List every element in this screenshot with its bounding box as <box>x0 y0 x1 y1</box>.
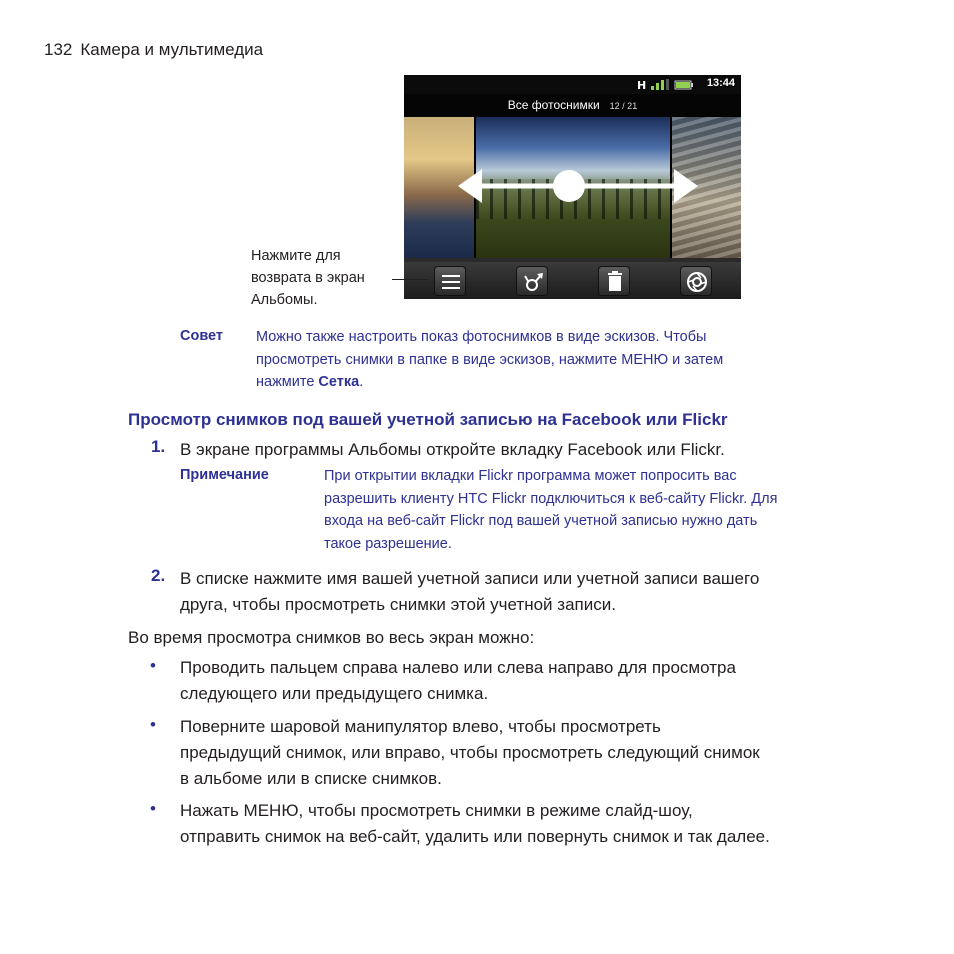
bullet-text: Нажать МЕНЮ, чтобы просмотреть снимки в режиме слайд-шоу, отправить снимок на веб-сайт, удалить или повернуть снимок и так далее. <box>180 801 770 846</box>
bullet-text: Проводить пальцем справа налево или слева направо для просмотра следующего или предыдущего снимка. <box>180 658 736 703</box>
bullet-marker: • <box>150 799 156 818</box>
rotate-button[interactable] <box>680 266 712 296</box>
step-text: В списке нажмите имя вашей учетной записи или учетной записи вашего друга, чтобы просмотреть снимки этой учетной записи. <box>180 569 760 614</box>
share-button[interactable] <box>516 266 548 296</box>
albums-button[interactable] <box>434 266 466 296</box>
grid-term: Сетка <box>318 374 360 390</box>
rotate-icon <box>681 267 713 297</box>
albums-callout: Нажмите для возврата в экран Альбомы. <box>251 248 365 308</box>
status-icons <box>637 78 697 91</box>
chapter-title: Камера и мультимедиа <box>80 40 264 59</box>
bullet-text: Поверните шаровой манипулятор влево, чтобы просмотреть предыдущий снимок, или вправо, чтобы просмотреть следующий снимок в альбоме или в списке снимков. <box>180 717 760 788</box>
status-bar <box>404 75 741 94</box>
delete-button[interactable] <box>598 266 630 296</box>
photo-counter: 12 / 21 <box>609 101 638 111</box>
share-icon <box>517 267 549 297</box>
intro-paragraph: Во время просмотра снимков во весь экран можно: <box>128 628 535 647</box>
step-number: 1. <box>151 437 166 456</box>
photo-toolbar <box>404 262 741 299</box>
phone-screenshot <box>404 75 741 299</box>
trash-icon <box>599 267 631 297</box>
swipe-gesture-icon <box>404 117 741 258</box>
album-title: Все фотоснимки <box>507 98 600 112</box>
step-text: В экране программы Альбомы откройте вкладку Facebook или Flickr. <box>180 440 725 459</box>
bullet-marker: • <box>150 656 156 675</box>
step-number: 2. <box>151 566 166 585</box>
menu-icon <box>435 267 467 297</box>
section-title: Просмотр снимков под вашей учетной записью на Facebook или Flickr <box>128 410 728 429</box>
note-text: При открытии вкладки Flickr программа может попросить вас разрешить клиенту HTC Flickr подключиться к веб-сайту Flickr. Для входа на веб-сайт Flickr под вашей учетной записью нужно дать такое разрешение. <box>324 468 778 552</box>
bullet-marker: • <box>150 715 156 734</box>
page-header <box>44 40 263 60</box>
svg-text:H: H <box>637 79 647 91</box>
tip-label: Совет <box>180 328 224 344</box>
status-time: 13:44 <box>706 77 735 89</box>
callout-leader-line <box>392 279 429 280</box>
page-number: 132 <box>44 40 73 59</box>
tip-text: Можно также настроить показ фотоснимков в виде эскизов. Чтобы просмотреть снимки в папке в виде эскизов, нажмите МЕНЮ и затем нажмите Сетка. <box>256 329 724 390</box>
album-title-bar <box>404 94 741 117</box>
note-label: Примечание <box>180 467 269 483</box>
